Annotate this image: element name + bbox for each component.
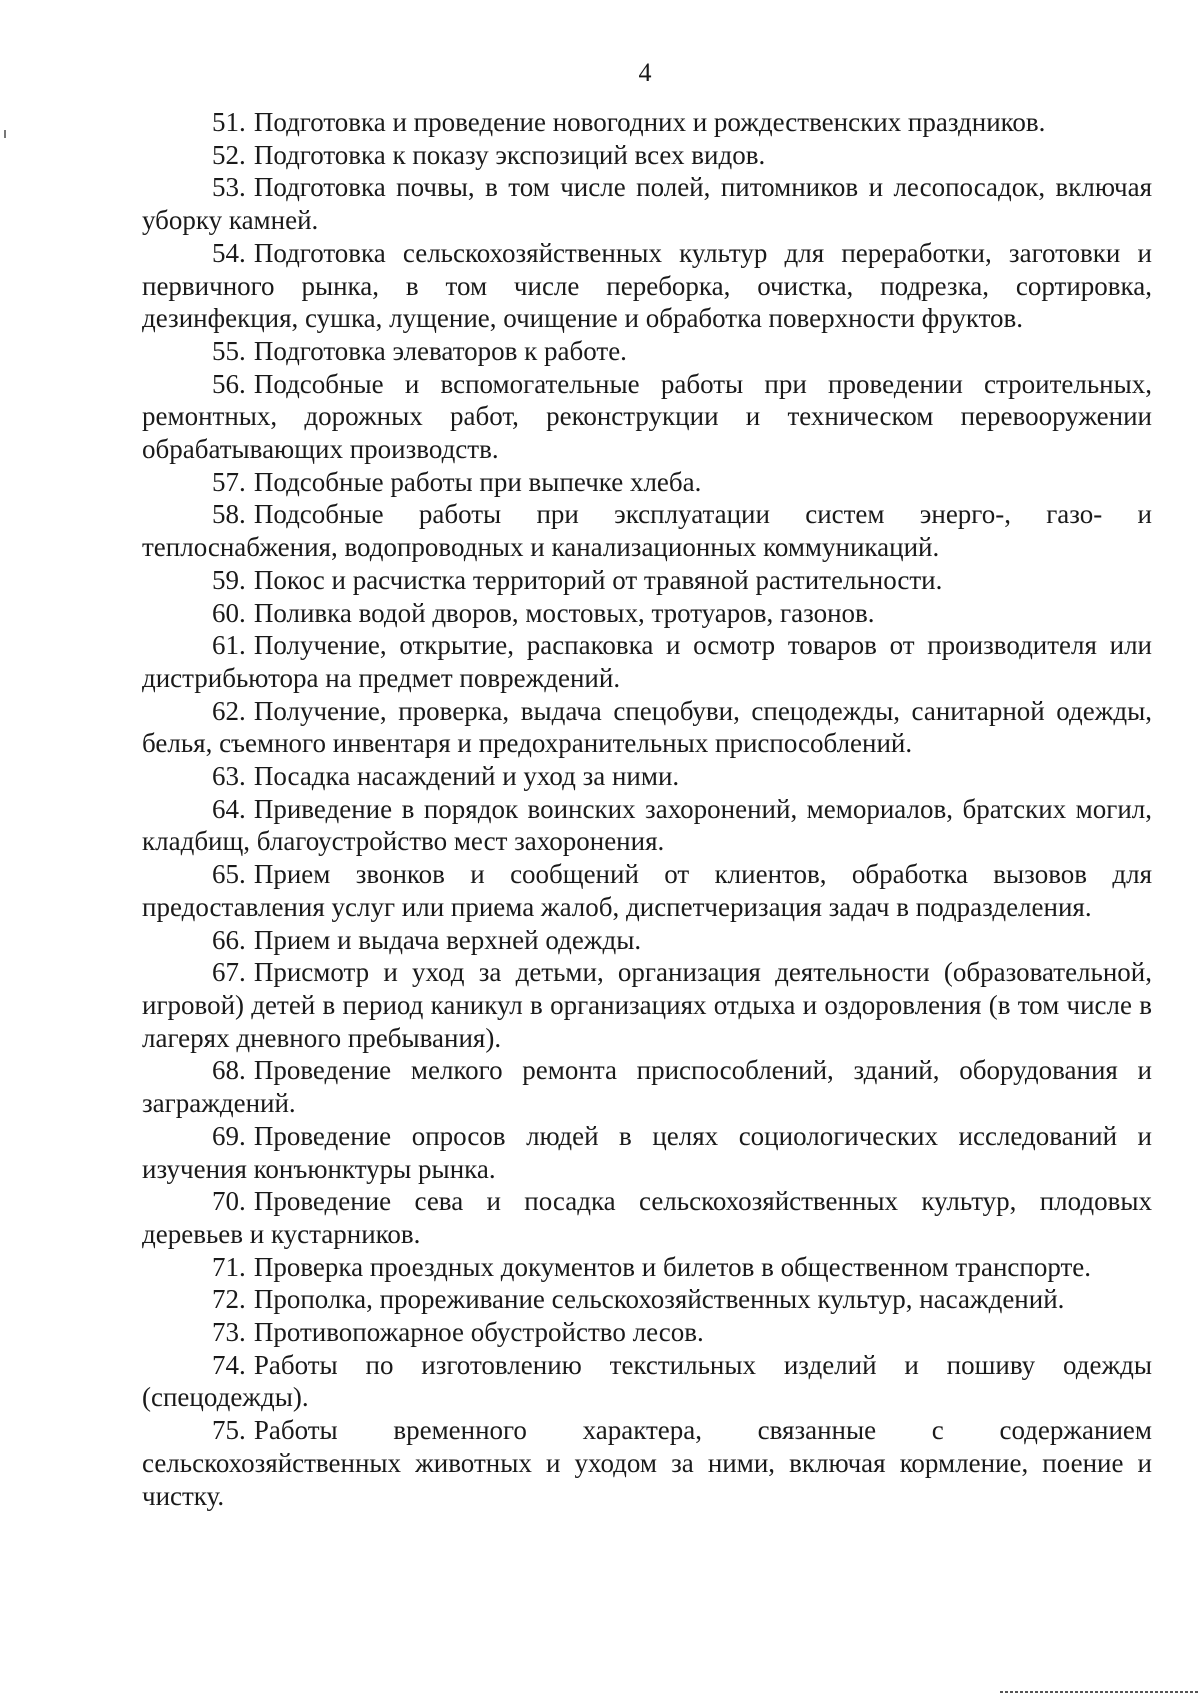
list-item (142, 139, 1152, 172)
item-text: Подготовка сельскохозяйственных культур для переработки, заготовки и первичного рынка, в том числе переборка, очистка, подрезка, сортировка, дезинфекция, сушка, лущение, очищение и обработка поверхности фруктов. (142, 237, 1152, 334)
item-text: Подготовка почвы, в том числе полей, питомников и лесопосадок, включая уборку камней. (142, 172, 1152, 236)
item-number: 74. (212, 1349, 246, 1380)
list-item (142, 1251, 1152, 1284)
item-number: 56. (212, 368, 246, 399)
item-text: Подсобные и вспомогательные работы при проведении строительных, ремонтных, дорожных работ, реконструкции и техническом перевооружении обрабатывающих производств. (142, 368, 1152, 465)
item-number: 72. (212, 1284, 246, 1315)
list-item (142, 564, 1152, 597)
item-number: 69. (212, 1120, 246, 1151)
item-text: Подготовка к показу экспозиций всех видов. (253, 139, 766, 170)
list-item (142, 924, 1152, 957)
item-text: Проведение мелкого ремонта приспособлений, зданий, оборудования и заграждений. (142, 1055, 1152, 1119)
item-text: Работы по изготовлению текстильных изделий и пошиву одежды (спецодежды). (142, 1349, 1152, 1413)
item-number: 61. (212, 630, 246, 661)
list-item (142, 1414, 1152, 1512)
item-text: Подготовка и проведение новогодних и рождественских праздников. (253, 107, 1046, 137)
item-number: 73. (212, 1317, 246, 1348)
list-item (142, 368, 1152, 466)
item-number: 70. (212, 1186, 246, 1217)
item-text: Прием и выдача верхней одежды. (253, 924, 642, 955)
list-item (142, 760, 1152, 793)
item-number: 53. (212, 172, 246, 203)
scan-margin-mark (4, 130, 6, 138)
item-number: 54. (212, 237, 246, 268)
list-item (142, 597, 1152, 630)
item-text: Противопожарное обустройство лесов. (253, 1317, 704, 1348)
document-body (142, 106, 1152, 1512)
item-text: Получение, открытие, распаковка и осмотр товаров от производителя или дистрибьютора на предмет повреждений. (142, 630, 1152, 693)
list-item (142, 956, 1152, 1054)
list-item (142, 1054, 1152, 1119)
item-text: Подсобные работы при выпечке хлеба. (253, 466, 702, 497)
item-number: 66. (212, 924, 246, 955)
item-number: 71. (212, 1251, 246, 1282)
item-number: 63. (212, 761, 246, 792)
list-item (142, 335, 1152, 368)
list-item (142, 629, 1152, 694)
item-number: 64. (212, 793, 246, 824)
item-number: 62. (212, 695, 246, 726)
list-item (142, 106, 1152, 139)
list-item (142, 466, 1152, 499)
item-number: 67. (212, 957, 246, 988)
list-item (142, 171, 1152, 236)
item-number: 58. (212, 499, 246, 530)
list-item (142, 858, 1152, 923)
item-number: 51. (212, 107, 246, 137)
list-item (142, 237, 1152, 335)
item-number: 68. (212, 1055, 246, 1086)
item-text: Проведение сева и посадка сельскохозяйственных культур, плодовых деревьев и кустарников. (142, 1186, 1152, 1249)
item-number: 65. (212, 859, 246, 890)
list-item (142, 1120, 1152, 1185)
item-number: 59. (212, 564, 246, 595)
item-number: 52. (212, 139, 246, 170)
item-number: 75. (212, 1415, 246, 1446)
list-item (142, 793, 1152, 858)
page-number: 4 (638, 58, 652, 87)
item-text: Посадка насаждений и уход за ними. (253, 761, 680, 792)
item-text: Проверка проездных документов и билетов в общественном транспорте. (253, 1251, 1092, 1282)
list-item (142, 1283, 1152, 1316)
scan-edge-mark (1000, 1691, 1200, 1693)
item-text: Приведение в порядок воинских захоронений, мемориалов, братских могил, кладбищ, благоустройство мест захоронения. (142, 793, 1152, 857)
item-text: Покос и расчистка территорий от травяной растительности. (253, 564, 943, 595)
list-item (142, 1316, 1152, 1349)
item-text: Присмотр и уход за детьми, организация деятельности (образовательной, игровой) детей в период каникул в организациях отдыха и оздоровления (в том числе в лагерях дневного пребывания). (142, 957, 1152, 1053)
item-text: Поливка водой дворов, мостовых, тротуаров, газонов. (253, 597, 875, 628)
list-item (142, 1185, 1152, 1250)
item-text: Прополка, прореживание сельскохозяйственных культур, насаждений. (253, 1284, 1065, 1315)
item-number: 55. (212, 335, 246, 366)
item-text: Подсобные работы при эксплуатации систем энерго-, газо- и теплоснабжения, водопроводных и канализационных коммуникаций. (142, 499, 1152, 563)
item-number: 57. (212, 466, 246, 497)
item-text: Проведение опросов людей в целях социологических исследований и изучения конъюнктуры рынка. (142, 1120, 1152, 1184)
list-item (142, 1349, 1152, 1414)
item-text: Получение, проверка, выдача спецобуви, спецодежды, санитарной одежды, белья, съемного инвентаря и предохранительных приспособлений. (142, 695, 1152, 759)
list-item (142, 498, 1152, 563)
list-item (142, 695, 1152, 760)
item-number: 60. (212, 597, 246, 628)
item-text: Работы временного характера, связанные с содержанием сельскохозяйственных животных и уходом за ними, включая кормление, поение и чистку. (142, 1415, 1152, 1511)
item-text: Прием звонков и сообщений от клиентов, обработка вызовов для предоставления услуг или приема жалоб, диспетчеризация задач в подразделения. (142, 859, 1152, 922)
item-text: Подготовка элеваторов к работе. (253, 335, 627, 366)
